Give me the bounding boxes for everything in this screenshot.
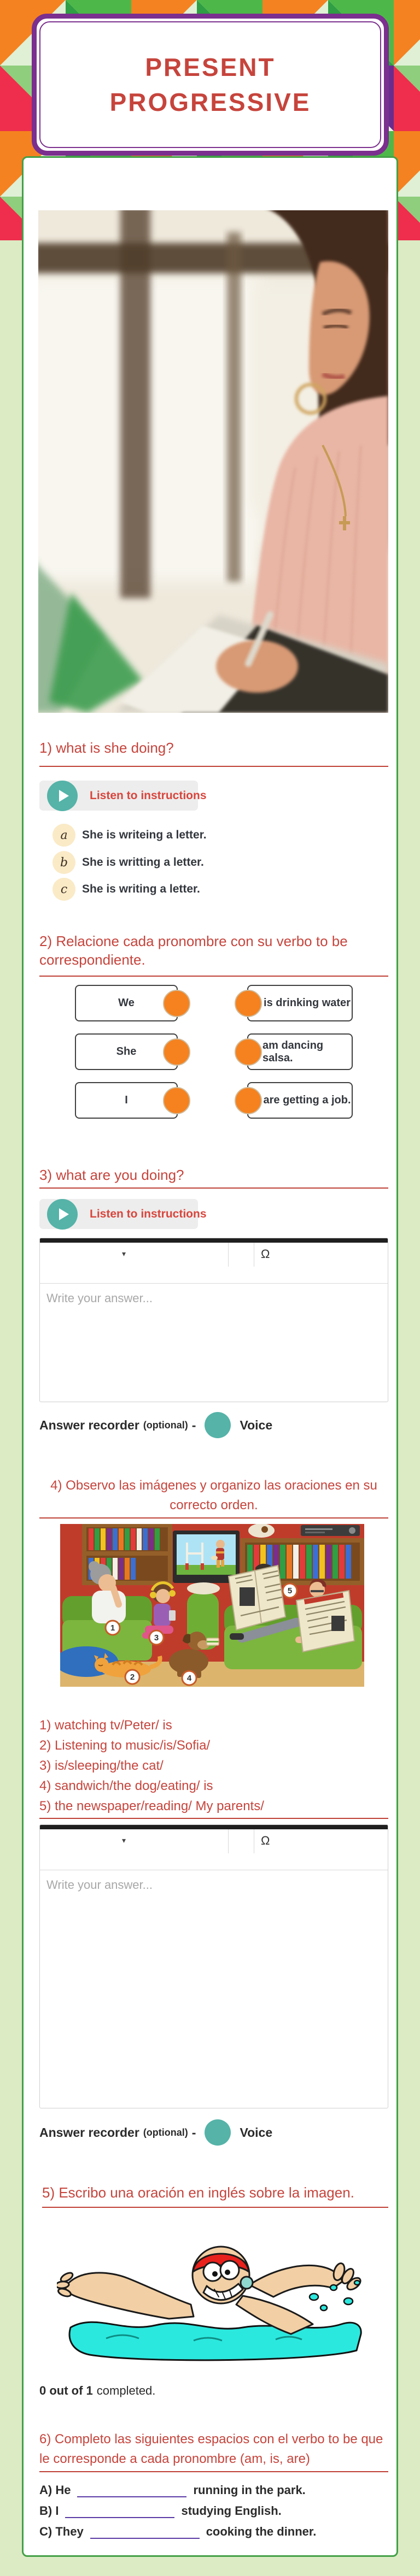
match-connector-dot[interactable] (235, 1087, 262, 1114)
editor-toolbar (40, 1829, 388, 1870)
option-letter-badge-a[interactable]: a (52, 824, 75, 847)
badge-2: 2 (130, 1673, 135, 1682)
badge-5: 5 (287, 1586, 293, 1596)
listen-button-label: Listen to instructions (90, 1207, 207, 1220)
q4-sentence-3: 3) is/sleeping/the cat/ (39, 1758, 164, 1773)
match-right-am-dancing-salsa[interactable] (247, 1033, 353, 1070)
listen-button-label: Listen to instructions (90, 789, 207, 802)
question-1-title: 1) what is she doing? (39, 738, 388, 767)
fill-suffix-c: cooking the dinner. (206, 2525, 317, 2538)
special-characters-icon[interactable]: Ω (261, 1834, 270, 1847)
match-right-label: is drinking water (264, 997, 351, 1009)
answer-text-editor-q3[interactable] (39, 1238, 388, 1402)
question-4-title: 4) Observo las imágenes y organizo las oraciones en su correcto orden. (39, 1476, 388, 1519)
question-5-title: 5) Escribo una oración en inglés sobre la imagen. (42, 2184, 388, 2208)
fill-blank-input-c[interactable] (90, 2527, 200, 2539)
match-right-are-getting-a-job[interactable] (247, 1082, 353, 1119)
q4-sentence-5: 5) the newspaper/reading/ My parents/ (39, 1799, 264, 1813)
worksheet-title: PRESENT PROGRESSIVE (109, 53, 311, 116)
paragraph-format-dropdown-icon[interactable]: ▾ (122, 1836, 126, 1845)
swimmer-cartoon (57, 2231, 374, 2365)
match-connector-dot[interactable] (163, 990, 190, 1017)
answer-recorder-dash: - (191, 2125, 196, 2140)
answer-option-b[interactable] (52, 851, 204, 874)
fill-blank-row-c (39, 2518, 316, 2539)
editor-top-bar (40, 1238, 388, 1243)
match-right-label: are getting a job. (263, 1094, 351, 1106)
match-right-is-drinking-water[interactable] (247, 985, 353, 1021)
listen-to-instructions-button-q1[interactable] (39, 781, 207, 811)
option-letter-badge-b[interactable]: b (52, 851, 75, 874)
match-connector-dot[interactable] (163, 1087, 190, 1114)
match-left-we-label: We (118, 997, 135, 1009)
answer-recorder-row-q3 (39, 1412, 272, 1438)
title-card (32, 14, 389, 156)
fill-suffix-b: studying English. (181, 2504, 282, 2518)
badge-3: 3 (154, 1633, 159, 1643)
q4-sentence-list (39, 1715, 264, 1816)
voice-label: Voice (240, 1417, 273, 1432)
answer-input-q4[interactable]: Write your answer... (46, 1878, 153, 1892)
match-left-we[interactable] (75, 985, 178, 1021)
q4-sentence-1: 1) watching tv/Peter/ is (39, 1718, 172, 1733)
answer-text-editor-q4[interactable] (39, 1824, 388, 2108)
voice-label: Voice (240, 2125, 273, 2140)
editor-top-bar (40, 1825, 388, 1829)
fill-prefix-b: B) I (39, 2504, 59, 2518)
fill-prefix-c: C) They (39, 2525, 84, 2538)
match-connector-dot[interactable] (235, 1038, 262, 1066)
answer-recorder-row-q4 (39, 2119, 272, 2146)
q4-divider-line (39, 1818, 388, 1819)
q4-sentence-4: 4) sandwich/the dog/eating/ is (39, 1779, 213, 1793)
answer-recorder-dash: - (191, 1417, 196, 1432)
match-right-label: am dancing salsa. (262, 1039, 324, 1064)
play-triangle-icon (59, 1208, 69, 1220)
answer-input-q3[interactable]: Write your answer... (46, 1291, 153, 1305)
match-left-she[interactable] (75, 1033, 178, 1070)
option-text-c: She is writing a letter. (82, 883, 200, 895)
fill-blank-input-a[interactable] (77, 2485, 186, 2497)
completion-status (39, 2384, 155, 2398)
voice-record-button[interactable] (205, 1412, 231, 1438)
badge-4: 4 (186, 1674, 192, 1683)
option-text-b: She is writting a letter. (82, 856, 204, 868)
question-2-title: 2) Relacione cada pronombre con su verbo to be correspondiente. (39, 932, 388, 977)
match-left-i[interactable] (75, 1082, 178, 1119)
special-characters-icon[interactable]: Ω (261, 1247, 270, 1261)
completion-count: 0 out of 1 (39, 2384, 93, 2397)
q4-sentence-2: 2) Listening to music/is/Sofia/ (39, 1738, 211, 1753)
play-icon (47, 1199, 78, 1230)
answer-recorder-label: Answer recorder (39, 2125, 139, 2140)
fill-prefix-a: A) He (39, 2483, 71, 2497)
option-text-a: She is writeing a letter. (82, 829, 207, 841)
toolbar-divider (228, 1243, 229, 1267)
option-letter-badge-c[interactable]: c (52, 878, 75, 901)
answer-recorder-optional: (optional) (143, 2126, 188, 2138)
badge-1: 1 (110, 1623, 115, 1633)
fill-suffix-a: running in the park. (193, 2483, 306, 2497)
answer-option-c[interactable] (52, 878, 200, 901)
fill-blank-input-b[interactable] (65, 2506, 174, 2518)
completion-word: completed. (96, 2384, 156, 2397)
fill-blank-row-a (39, 2477, 306, 2497)
answer-recorder-optional: (optional) (143, 1419, 188, 1431)
toolbar-divider (228, 1829, 229, 1853)
paragraph-format-dropdown-icon[interactable]: ▾ (122, 1249, 126, 1258)
voice-record-button[interactable] (205, 2119, 231, 2146)
family-livingroom-cartoon (60, 1524, 364, 1687)
question-6-title: 6) Completo las siguientes espacios con el verbo to be que le corresponde a cada pronombre (am, is, are) (39, 2430, 388, 2472)
editor-toolbar (40, 1243, 388, 1284)
question-3-title: 3) what are you doing? (39, 1167, 388, 1189)
match-connector-dot[interactable] (163, 1038, 190, 1066)
listen-to-instructions-button-q3[interactable] (39, 1199, 207, 1229)
play-icon (47, 781, 78, 811)
match-left-i-label: I (125, 1094, 128, 1106)
match-left-she-label: She (116, 1045, 137, 1057)
answer-option-a[interactable] (52, 824, 207, 847)
fill-blank-row-b (39, 2497, 282, 2518)
woman-writing-photo (38, 210, 388, 713)
answer-recorder-label: Answer recorder (39, 1417, 139, 1432)
match-connector-dot[interactable] (235, 990, 262, 1017)
play-triangle-icon (59, 790, 69, 802)
